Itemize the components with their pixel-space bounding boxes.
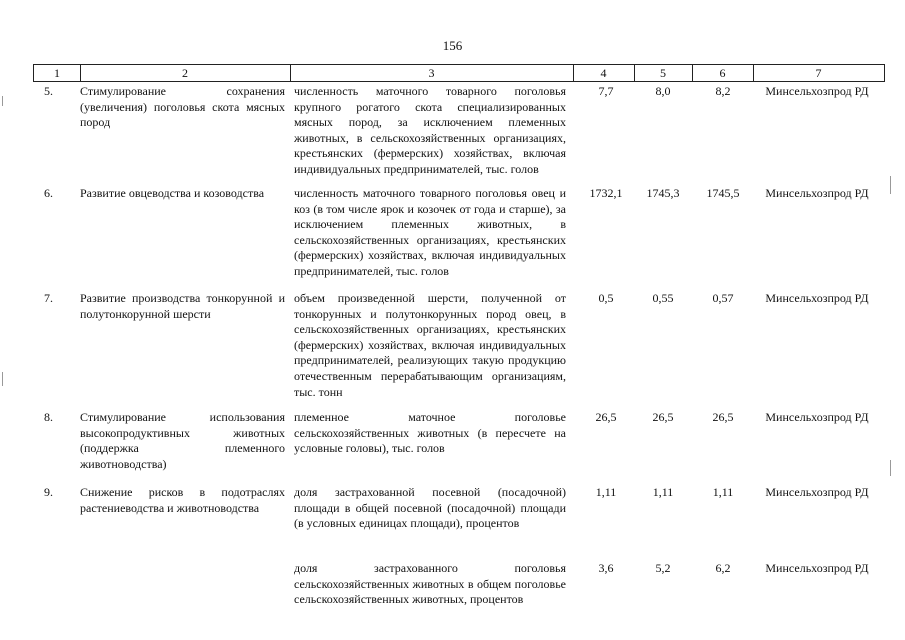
header-col-2: 2	[80, 64, 291, 82]
value-col-6: 0,57	[712, 291, 734, 305]
header-col-3: 3	[290, 64, 574, 82]
value-col-4: 3,6	[598, 561, 614, 575]
indicator-text: численность маточного товарного поголовья овец и коз (в том числе ярок и козочек от года и старше), за исключением племенных животных, в сельскохозяйственных организациях, крестьянских (фермерских) хозяйствах, включая индивидуальных предпринимателей, тыс. голов	[294, 186, 566, 278]
executor: Минсельхозпрод РД	[765, 84, 869, 98]
scan-edge-mark	[890, 176, 891, 194]
measure-name: Стимулирование сохранения (увеличения) поголовья скота мясных пород	[80, 84, 285, 130]
page-number: 156	[442, 38, 463, 53]
header-col-5: 5	[634, 64, 693, 82]
header-col-7: 7	[753, 64, 885, 82]
scan-edge-mark	[2, 96, 3, 106]
executor: Минсельхозпрод РД	[765, 561, 869, 575]
executor: Минсельхозпрод РД	[765, 291, 869, 305]
value-col-4: 1,11	[595, 485, 617, 499]
value-col-6: 6,2	[715, 561, 731, 575]
indicator-text: доля застрахованного поголовья сельскохозяйственных животных в общем поголовье сельскохозяйственных животных, процентов	[294, 561, 566, 607]
measure-name: Снижение рисков в подотраслях растениеводства и животноводства	[80, 485, 285, 515]
value-col-5: 8,0	[655, 84, 671, 98]
value-col-4: 0,5	[598, 291, 614, 305]
header-col-1: 1	[33, 64, 81, 82]
measure-name: Развитие овцеводства и козоводства	[80, 186, 265, 200]
value-col-4: 26,5	[595, 410, 617, 424]
value-col-4: 7,7	[598, 84, 614, 98]
indicator-text: объем произведенной шерсти, полученной от тонкорунных и полутонкорунных пород овец, в сельскохозяйственных организациях, крестьянских (фермерских) хозяйствах, включая индивидуальных предпринимателей, реализующих такую продукцию отечественным перерабатывающим организациям, тыс. тонн	[294, 291, 566, 399]
value-col-4: 1732,1	[589, 186, 623, 200]
header-col-6: 6	[692, 64, 754, 82]
value-col-6: 26,5	[712, 410, 734, 424]
scan-edge-mark	[890, 460, 891, 476]
indicator-text: численность маточного товарного поголовья крупного рогатого скота специализированных мясных пород, за исключением племенных животных, в сельскохозяйственных организациях, крестьянских (фермерских) хозяйствах, включая индивидуальных предпринимателей, тыс. голов	[294, 84, 566, 176]
measure-name: Стимулирование использования высокопродуктивных животных (поддержка племенного животноводства)	[80, 410, 285, 471]
value-col-5: 1745,3	[646, 186, 680, 200]
value-col-6: 1745,5	[706, 186, 740, 200]
value-col-5: 5,2	[655, 561, 671, 575]
row-number: 6.	[44, 186, 53, 200]
value-col-5: 26,5	[652, 410, 674, 424]
executor: Минсельхозпрод РД	[765, 485, 869, 499]
row-number: 8.	[44, 410, 53, 424]
value-col-5: 1,11	[652, 485, 674, 499]
value-col-6: 1,11	[712, 485, 734, 499]
row-number: 7.	[44, 291, 53, 305]
indicator-text: племенное маточное поголовье сельскохозяйственных животных (в пересчете на условные головы), тыс. голов	[294, 410, 566, 456]
executor: Минсельхозпрод РД	[765, 186, 869, 200]
header-col-4: 4	[573, 64, 635, 82]
measure-name: Развитие производства тонкорунной и полутонкорунной шерсти	[80, 291, 285, 321]
scan-edge-mark	[2, 372, 3, 386]
indicator-text: доля застрахованной посевной (посадочной) площади в общей посевной (посадочной) площади (в условных единицах площади), процентов	[294, 485, 566, 531]
executor: Минсельхозпрод РД	[765, 410, 869, 424]
value-col-6: 8,2	[715, 84, 731, 98]
row-number: 9.	[44, 485, 53, 499]
value-col-5: 0,55	[652, 291, 674, 305]
row-number: 5.	[44, 84, 53, 98]
